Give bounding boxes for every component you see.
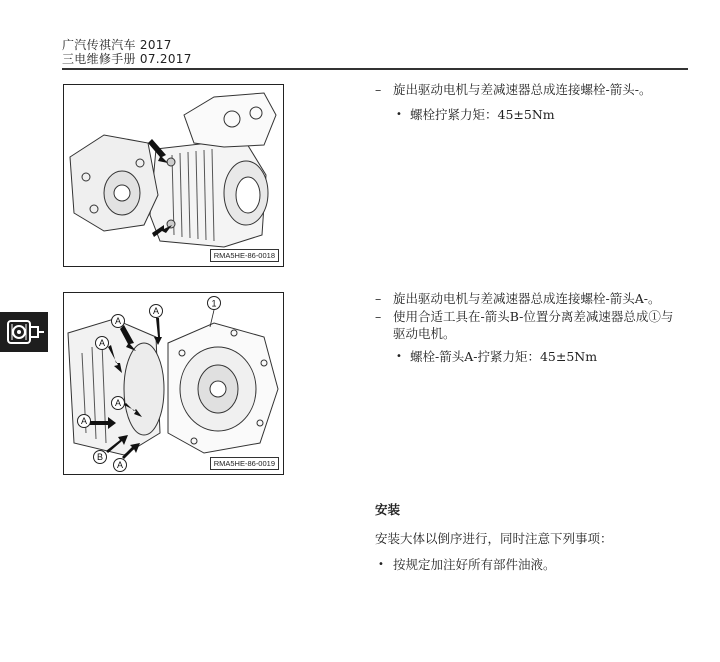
callout-a-3: A <box>98 338 106 348</box>
bullet-glyph: • <box>378 559 384 570</box>
header-rule <box>62 68 688 70</box>
torque-spec: 螺栓拧紧力矩：45±5Nm <box>410 107 555 122</box>
torque-spec-a: 螺栓-箭头A-拧紧力矩：45±5Nm <box>410 349 598 364</box>
dash-glyph: – <box>375 82 382 97</box>
header-title: 广汽传祺汽车 2017 <box>62 38 172 52</box>
callout-a-1: A <box>114 316 122 326</box>
reducer-separation-illustration <box>64 293 283 474</box>
callout-a-6: A <box>116 460 124 470</box>
chapter-tab <box>0 312 48 352</box>
bullet-glyph: • <box>396 351 402 362</box>
step-separate-line2: 驱动电机。 <box>393 326 456 341</box>
figure-motor-removal <box>63 84 284 267</box>
dash-glyph: – <box>375 291 382 306</box>
callout-a-4: A <box>80 416 88 426</box>
install-intro: 安装大体以倒序进行，同时注意下列事项： <box>375 531 613 546</box>
figure-code: RMA5HE-86-0019 <box>210 457 279 470</box>
figure-reducer-separation <box>63 292 284 475</box>
motor-icon <box>0 312 48 352</box>
motor-assembly-illustration <box>64 85 283 266</box>
callout-b: B <box>96 452 104 462</box>
dash-glyph: – <box>375 309 382 324</box>
callout-1: 1 <box>211 298 217 309</box>
step-separate-line1: 使用合适工具在-箭头B-位置分离差减速器总成①与 <box>393 309 674 324</box>
install-heading: 安装 <box>375 502 401 517</box>
install-note: 按规定加注好所有部件油液。 <box>393 557 556 572</box>
step-remove-bolts-a: 旋出驱动电机与差减速器总成连接螺栓-箭头A-。 <box>393 291 661 306</box>
header-subtitle: 三电维修手册 07.2017 <box>62 52 192 66</box>
figure-code: RMA5HE-86-0018 <box>210 249 279 262</box>
step-remove-bolts: 旋出驱动电机与差减速器总成连接螺栓-箭头-。 <box>393 82 652 97</box>
callout-a-2: A <box>152 306 160 316</box>
callout-a-5: A <box>114 398 122 408</box>
bullet-glyph: • <box>396 109 402 120</box>
